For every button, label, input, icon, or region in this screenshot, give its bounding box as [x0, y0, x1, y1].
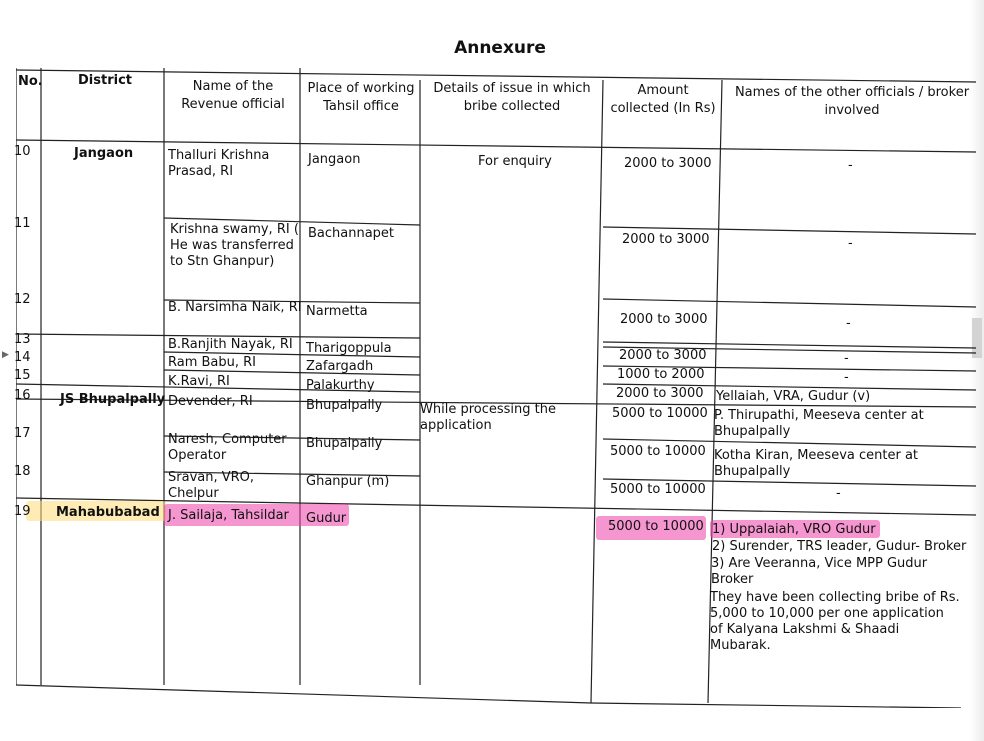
- official-name: Ram Babu, RI: [168, 355, 257, 370]
- row-no: 19: [14, 504, 31, 519]
- other-officials: -: [846, 316, 851, 331]
- other-officials: P. Thirupathi, Meeseva center at Bhupalpally: [714, 408, 924, 439]
- official-name: Krishna swamy, RI ( He was transferred to Stn Ghanpur): [170, 222, 299, 269]
- official-name: B. Narsimha Naik, RI: [168, 300, 302, 315]
- official-name: J. Sailaja, Tahsildar: [168, 508, 289, 523]
- header-revenue-official: Name of the Revenue official: [181, 79, 285, 112]
- place-name: Ghanpur (m): [306, 474, 390, 489]
- amount-value: 5000 to 10000: [608, 519, 704, 534]
- row-no: 15: [14, 368, 31, 383]
- row-no: 11: [14, 216, 31, 231]
- district-mahabubabad: Mahabubabad: [56, 505, 160, 520]
- place-name: Bachannapet: [308, 226, 395, 241]
- annexure-table: [16, 68, 976, 708]
- row-no: 13: [14, 332, 31, 347]
- amount-value: 2000 to 3000: [624, 156, 712, 171]
- official-name: K.Ravi, RI: [168, 374, 230, 389]
- place-name: Tharigoppula: [306, 341, 392, 356]
- amount-value: 1000 to 2000: [617, 367, 705, 382]
- other-officials: -: [844, 370, 849, 385]
- amount-value: 5000 to 10000: [612, 406, 708, 421]
- place-name: Gudur: [306, 511, 347, 526]
- place-name: Bhupalpally: [306, 398, 383, 413]
- amount-value: 2000 to 3000: [622, 232, 710, 247]
- header-amount: Amount collected (In Rs): [610, 83, 716, 116]
- place-name: Bhupalpally: [306, 436, 383, 451]
- amount-value: 5000 to 10000: [610, 444, 706, 459]
- other-officials: -: [836, 486, 841, 501]
- amount-value: 5000 to 10000: [610, 482, 706, 497]
- district-bhupalpally: JS Bhupalpally: [60, 392, 166, 407]
- other-officials: -: [848, 236, 853, 251]
- amount-value: 2000 to 3000: [616, 386, 704, 401]
- row-no: 18: [14, 464, 31, 479]
- official-name: Sravan, VRO, Chelpur: [168, 470, 255, 501]
- other-officials: -: [844, 351, 849, 366]
- amount-value: 2000 to 3000: [620, 312, 708, 327]
- official-name: Naresh, Computer Operator: [168, 432, 287, 463]
- official-name: Thalluri Krishna Prasad, RI: [168, 148, 270, 179]
- details-processing: While processing the application: [420, 402, 556, 433]
- amount-value: 2000 to 3000: [619, 348, 707, 363]
- row-no: 12: [14, 292, 31, 307]
- row-no: 16: [14, 388, 31, 403]
- details-enquiry: For enquiry: [478, 154, 552, 169]
- place-name: Palakurthy: [306, 378, 375, 393]
- official-name: B.Ranjith Nayak, RI: [168, 337, 293, 352]
- broker-line-3: 3) Are Veeranna, Vice MPP Gudur Broker: [711, 556, 928, 587]
- official-name: Devender, RI: [168, 394, 253, 409]
- district-jangaon: Jangaon: [74, 146, 134, 161]
- header-district: District: [78, 73, 132, 88]
- other-officials: Yellaiah, VRA, Gudur (v): [716, 389, 871, 404]
- place-name: Jangaon: [308, 152, 361, 167]
- row-no: 17: [14, 426, 31, 441]
- header-other-officials: Names of the other officials / broker involved: [734, 85, 970, 118]
- bribe-note: They have been collecting bribe of Rs. 5,000 to 10,000 per one application of Kalyana Lakshmi & Shaadi Mubarak.: [710, 590, 960, 653]
- row-no: 10: [14, 144, 31, 159]
- broker-line-2: 2) Surender, TRS leader, Gudur- Broker: [712, 539, 967, 554]
- row-marker-icon: ▶: [2, 350, 9, 360]
- header-place-of-working: Place of working Tahsil office: [307, 81, 415, 114]
- header-no: No.: [18, 74, 43, 89]
- other-officials: Kotha Kiran, Meeseva center at Bhupalpally: [714, 448, 919, 479]
- document-title: Annexure: [454, 38, 546, 58]
- place-name: Zafargadh: [306, 359, 374, 374]
- row-no: 14: [14, 350, 31, 365]
- place-name: Narmetta: [306, 304, 368, 319]
- header-details: Details of issue in which bribe collected: [433, 81, 591, 114]
- broker-line-1: 1) Uppalaiah, VRO Gudur: [712, 522, 876, 537]
- other-officials: -: [848, 158, 853, 173]
